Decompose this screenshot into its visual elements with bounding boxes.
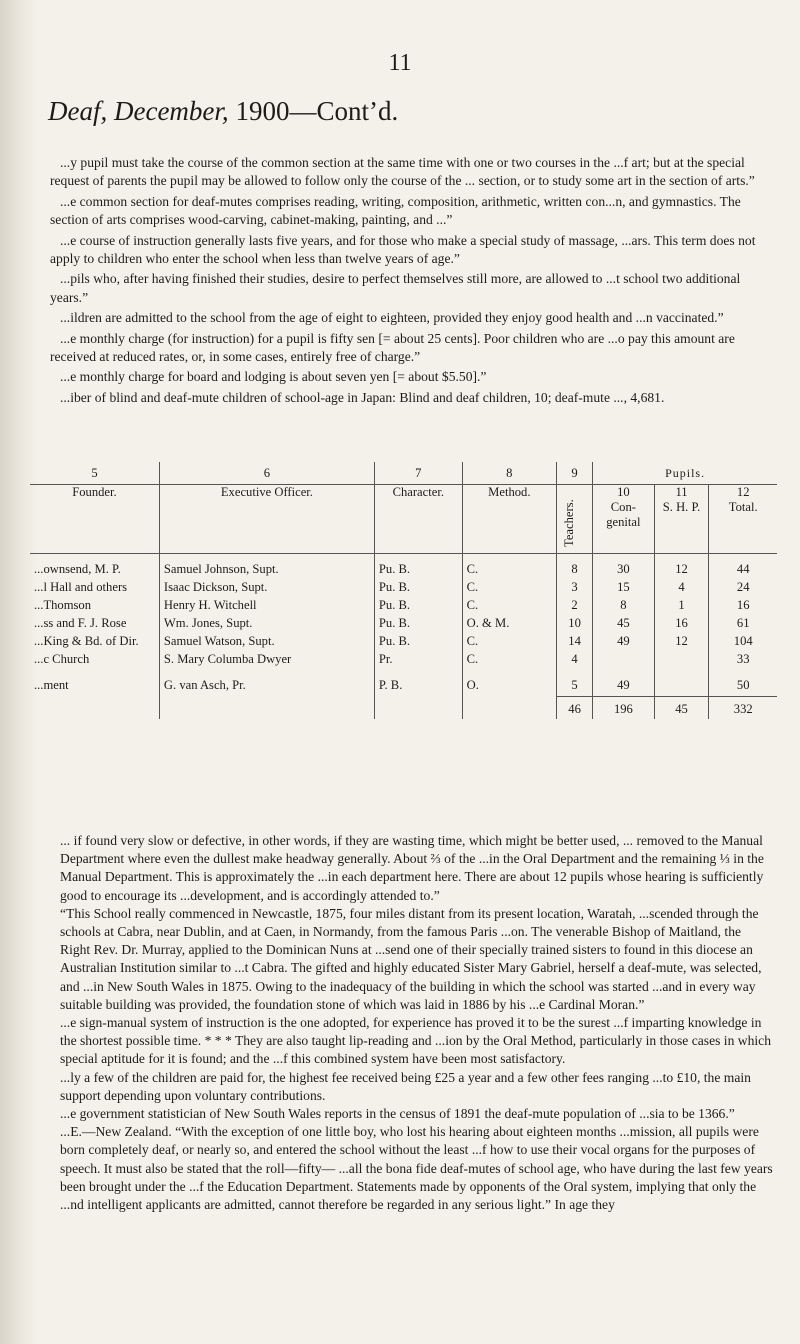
congenital-header: [593, 485, 654, 554]
note-paragraph: ...e monthly charge (for instruction) for a pupil is fifty sen [= about 25 cents]. Poor children who are ...o pay this amount are received at reduced rates, or, in some cases, entirely free of charge.”: [50, 330, 735, 365]
note-paragraph: ...e common section for deaf-mutes comprises reading, writing, composition, arithmetic, written con...n, and gymnastics. The section of arts comprises wood-carving, cabinet-making, painting, and ...”: [50, 193, 741, 228]
cell-founder: ...King & Bd. of Dir.: [34, 634, 139, 648]
character-header: Character.: [374, 485, 462, 554]
cell-character: P. B.: [374, 678, 462, 697]
method-header: Method.: [462, 485, 556, 554]
note-paragraph: ...pils who, after having finished their studies, desire to perfect themselves still more, are allowed to ...t school two additional years.”: [50, 271, 741, 305]
pupils-caption: Pupils.: [593, 462, 777, 485]
body-paragraph: ... if found very slow or defective, in other words, if they are wasting time, which might be better used, ... removed to the Manual Department where even the dullest make headway generally. About ⅔ of the ...in the Oral Department and the remaining ⅓ in the Manual Department. This is approximately the ...in each department here. There are about 12 pupils whose hearing is sufficiently good to encourage its ...development, and is accordingly attended to.”: [60, 833, 764, 903]
column-number: 5: [91, 465, 98, 480]
table-row: [30, 652, 777, 670]
cell-teachers: 8: [556, 562, 592, 580]
note-paragraph: ...ildren are admitted to the school from the age of eight to eighteen, provided they enjoy good health and ...n vaccinated.”: [60, 310, 724, 326]
col11-number: 11: [675, 485, 688, 499]
cell-character: Pu. B.: [374, 598, 462, 616]
cell-sh: 12: [654, 634, 709, 652]
cell-total: 104: [709, 634, 777, 652]
col12-number: 12: [736, 485, 750, 499]
page-number: 11: [388, 50, 412, 76]
teachers-header: [556, 485, 592, 554]
cell-congenital: 15: [593, 580, 654, 598]
col10-number: 10: [617, 485, 630, 499]
cell-method: C.: [462, 562, 556, 580]
cell-teachers: 4: [556, 652, 592, 670]
cell-character: Pu. B.: [374, 580, 462, 598]
cell-sh: [654, 678, 709, 697]
cell-total: 50: [709, 678, 777, 697]
cell-total: 33: [709, 652, 777, 670]
cell-founder: ...l Hall and others: [34, 580, 128, 594]
cell-sh: [654, 652, 709, 670]
body-paragraph: “This School really commenced in Newcastle, 1875, four miles distant from its present location, Waratah, ...scended through the schools at Cabra, near Dublin, and at Caen, in Normandy, from the famous Paris ...on. The venerable Bishop of Maitland, the Right Rev. Dr. Murray, applied to the Dominican Nuns at ...send one of their specially trained sisters to found in this diocese an Australian Institution similar to ...t Cabra. The gifted and highly educated Sister Mary Gabriel, herself a deaf-mute, was selected, and ...in New South Wales in 1875. Owing to the inadequacy of the building in which the school was started ...and in every way suitable building was provided, the foundation stone of which was laid in 1886 by his ...e Cardinal Moran.”: [60, 905, 762, 1012]
column-number: 6: [159, 462, 374, 485]
table-row: [30, 598, 777, 616]
cell-character: Pu. B.: [374, 634, 462, 652]
cell-executive: Henry H. Witchell: [159, 598, 374, 616]
cell-method: C.: [462, 634, 556, 652]
cell-total: 61: [709, 616, 777, 634]
cell-executive: Wm. Jones, Supt.: [159, 616, 374, 634]
total-sh: 45: [654, 697, 709, 720]
cell-sh: 1: [654, 598, 709, 616]
totals-row: [30, 697, 777, 720]
page-title-italic: Deaf, December,: [48, 96, 229, 126]
cell-sh: 16: [654, 616, 709, 634]
cell-founder: ...c Church: [34, 652, 90, 666]
cell-congenital: 49: [593, 634, 654, 652]
cell-teachers: 2: [556, 598, 592, 616]
cell-teachers: 3: [556, 580, 592, 598]
page-title: [48, 96, 398, 127]
cell-teachers: 14: [556, 634, 592, 652]
cell-founder: ...Thomson: [34, 598, 92, 612]
cell-method: C.: [462, 580, 556, 598]
cell-total: 16: [709, 598, 777, 616]
column-number: 7: [374, 462, 462, 485]
cell-method: C.: [462, 652, 556, 670]
body-paragraph: ...E.—New Zealand. “With the exception of one little boy, who lost his hearing about eighteen months ...mission, all pupils were born completely deaf, or nearly so, and entered the school without the least ...f how to use their vocal organs for the purposes of speech. It must also be stated that the roll—fifty— ...all the bona fide deaf-mutes of school age, who have during the last few years been brought under the ...f the Education Department. Statements made by opponents of the Oral system, implying that only the ...nd intelligent applicants are admitted, cannot therefore be regarded in any serious light.” In age they: [60, 1124, 773, 1213]
table-row: [30, 616, 777, 634]
cell-congenital: 30: [593, 562, 654, 580]
cell-character: Pu. B.: [374, 562, 462, 580]
teachers-header-label: Teachers.: [561, 499, 576, 547]
body-section: [60, 832, 774, 1214]
column-number-row: [30, 462, 777, 485]
cell-executive: Samuel Watson, Supt.: [159, 634, 374, 652]
total-congenital: 196: [593, 697, 654, 720]
cell-sh: 4: [654, 580, 709, 598]
body-paragraph: ...ly a few of the children are paid for, the highest fee received being £25 a year and a few other fees ranging ...to £10, the main support depending upon voluntary contributions.: [60, 1069, 751, 1103]
sh-header: [654, 485, 709, 554]
cell-total: 24: [709, 580, 777, 598]
total-header: [709, 485, 777, 554]
header-row: [30, 485, 777, 554]
cell-method: O. & M.: [462, 616, 556, 634]
cell-executive: S. Mary Columba Dwyer: [159, 652, 374, 670]
schools-table: [30, 462, 777, 719]
table-row: [30, 562, 777, 580]
congenital-label: Con-genital: [606, 500, 641, 529]
page-title-rest: 1900—Cont’d.: [228, 96, 399, 126]
cell-character: Pu. B.: [374, 616, 462, 634]
notes-section: [50, 154, 772, 409]
total-total: 332: [709, 697, 777, 720]
cell-character: Pr.: [374, 652, 462, 670]
founder-header: Founder.: [72, 485, 117, 499]
cell-congenital: 49: [593, 678, 654, 697]
cell-executive: Samuel Johnson, Supt.: [159, 562, 374, 580]
column-number: 8: [462, 462, 556, 485]
column-number: 9: [556, 462, 592, 485]
note-paragraph: ...y pupil must take the course of the common section at the same time with one or two courses in the ...f art; but at the special request of parents the pupil may be allowed to follow only the course of the ... section, or to study some art in the section of arts.”: [50, 155, 755, 189]
cell-teachers: 5: [556, 678, 592, 697]
cell-founder: ...ss and F. J. Rose: [34, 616, 127, 630]
total-teachers: 46: [556, 697, 592, 720]
table-row: [30, 678, 777, 697]
executive-header: Executive Officer.: [159, 485, 374, 554]
body-paragraph: ...e sign-manual system of instruction is the one adopted, for experience has proved it to be the surest ...f imparting knowledge in the shortest possible time. * * * They are also taught lip-reading and ...ion by the Oral Method, particularly in those cases in which special aptitude for it is found; and the ...f this combined system have been most satisfactory.: [60, 1015, 771, 1067]
table-row: [30, 634, 777, 652]
cell-founder: ...ownsend, M. P.: [34, 562, 121, 576]
cell-total: 44: [709, 562, 777, 580]
note-paragraph: ...iber of blind and deaf-mute children of school-age in Japan: Blind and deaf children, 10; deaf-mute ..., 4,681.: [60, 389, 665, 405]
cell-method: O.: [462, 678, 556, 697]
sh-label: S. H. P.: [662, 500, 701, 514]
cell-congenital: 45: [593, 616, 654, 634]
total-label: Total.: [728, 500, 758, 514]
cell-executive: Isaac Dickson, Supt.: [159, 580, 374, 598]
body-paragraph: ...e government statistician of New South Wales reports in the census of 1891 the deaf-mute population of ...sia to be 1366.”: [60, 1106, 735, 1122]
cell-sh: 12: [654, 562, 709, 580]
cell-teachers: 10: [556, 616, 592, 634]
cell-method: C.: [462, 598, 556, 616]
note-paragraph: ...e course of instruction generally lasts five years, and for those who make a special study of massage, ...ars. This term does not apply to children who enter the school when less than twelve years of age.”: [50, 232, 756, 267]
table-row: [30, 580, 777, 598]
cell-founder: ...ment: [34, 678, 69, 692]
cell-congenital: 8: [593, 598, 654, 616]
cell-congenital: [593, 652, 654, 670]
note-paragraph: ...e monthly charge for board and lodging is about seven yen [= about $5.50].”: [60, 369, 487, 385]
cell-executive: G. van Asch, Pr.: [159, 678, 374, 697]
